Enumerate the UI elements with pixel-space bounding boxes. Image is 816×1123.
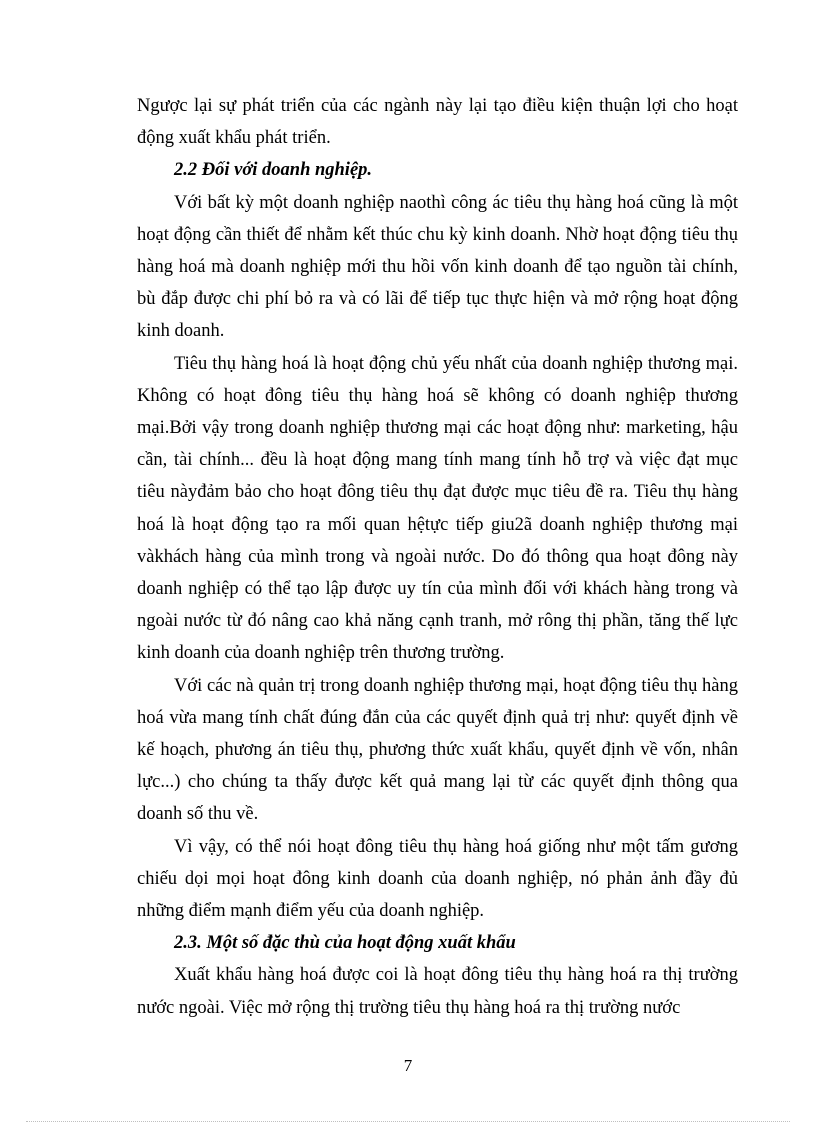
- paragraph-mirror: Vì vậy, có thể nói hoạt đông tiêu thụ hàng hoá giống như một tấm gương chiếu dọi mọi hoạt đông kinh doanh của doanh nghiệp, nó phản ảnh đầy đủ những điểm mạnh điểm yếu của doanh nghiệp.: [137, 836, 738, 922]
- paragraph-export: Xuất khẩu hàng hoá được coi là hoạt đông tiêu thụ hàng hoá ra thị trường nước ngoài. Việc mở rộng thị trường tiêu thụ hàng hoá ra thị trường nước: [137, 965, 738, 1018]
- paragraph-business-role: Với bất kỳ một doanh nghiệp naothì công ác tiêu thụ hàng hoá cũng là một hoạt động cần thiết để nhằm kết thúc chu kỳ kinh doanh. Nhờ hoạt động tiêu thụ hàng hoá mà doanh nghiệp mới thu hồi vốn kinh doanh để tạo nguồn tài chính, bù đắp được chi phí bỏ ra và có lãi để tiếp tục thực hiện và mở rộng hoạt động kinh doanh.: [137, 192, 738, 342]
- paragraph-main-activity: Tiêu thụ hàng hoá là hoạt động chủ yếu nhất của doanh nghiệp thương mại. Không có hoạt đông tiêu thụ hàng hoá sẽ không có doanh nghiệp thương mại.Bởi vậy trong doanh nghiệp thương mại các hoạt động như: marketing, hậu cần, tài chính... đều là hoạt động mang tính mang tính hỗ trợ và việc đạt mục tiêu nàyđảm bảo cho hoạt đông tiêu thụ đạt được mục tiêu đề ra. Tiêu thụ hàng hoá là hoạt động tạo ra mối quan hệtực tiếp giu2ã doanh nghiệp thương mại vàkhách hàng của mình trong và ngoài nước. Do đó thông qua hoạt đông này doanh nghiệp có thể tạo lập được uy tín của mình đối với khách hàng trong và ngoài nước từ đó nâng cao khả năng cạnh tranh, mở rông thị phần, tăng thế lực kinh doanh của doanh nghiệp trên thương trường.: [137, 353, 738, 664]
- paragraph-managers: Với các nà quản trị trong doanh nghiệp thương mại, hoạt động tiêu thụ hàng hoá vừa mang tính chất đúng đắn của các quyết định quả trị như: quyết định về kế hoạch, phương án tiêu thụ, phương thức xuất khẩu, quyết định về vốn, nhân lực...) cho chúng ta thấy được kết quả mang lại từ các quyết định thông qua doanh số thu về.: [137, 675, 738, 825]
- page-number: 7: [403, 1056, 413, 1075]
- section-heading-2-3: 2.3. Một số đặc thù của hoạt động xuất khẩu: [174, 933, 516, 954]
- paragraph-continuation: Ngược lại sự phát triển của các ngành này lại tạo điều kiện thuận lợi cho hoạt động xuất khẩu phát triển.: [137, 96, 738, 149]
- page-body: [137, 90, 738, 1024]
- section-heading-2-2: 2.2 Đối với doanh nghiệp.: [174, 160, 373, 181]
- page-bottom-divider: [26, 1121, 790, 1122]
